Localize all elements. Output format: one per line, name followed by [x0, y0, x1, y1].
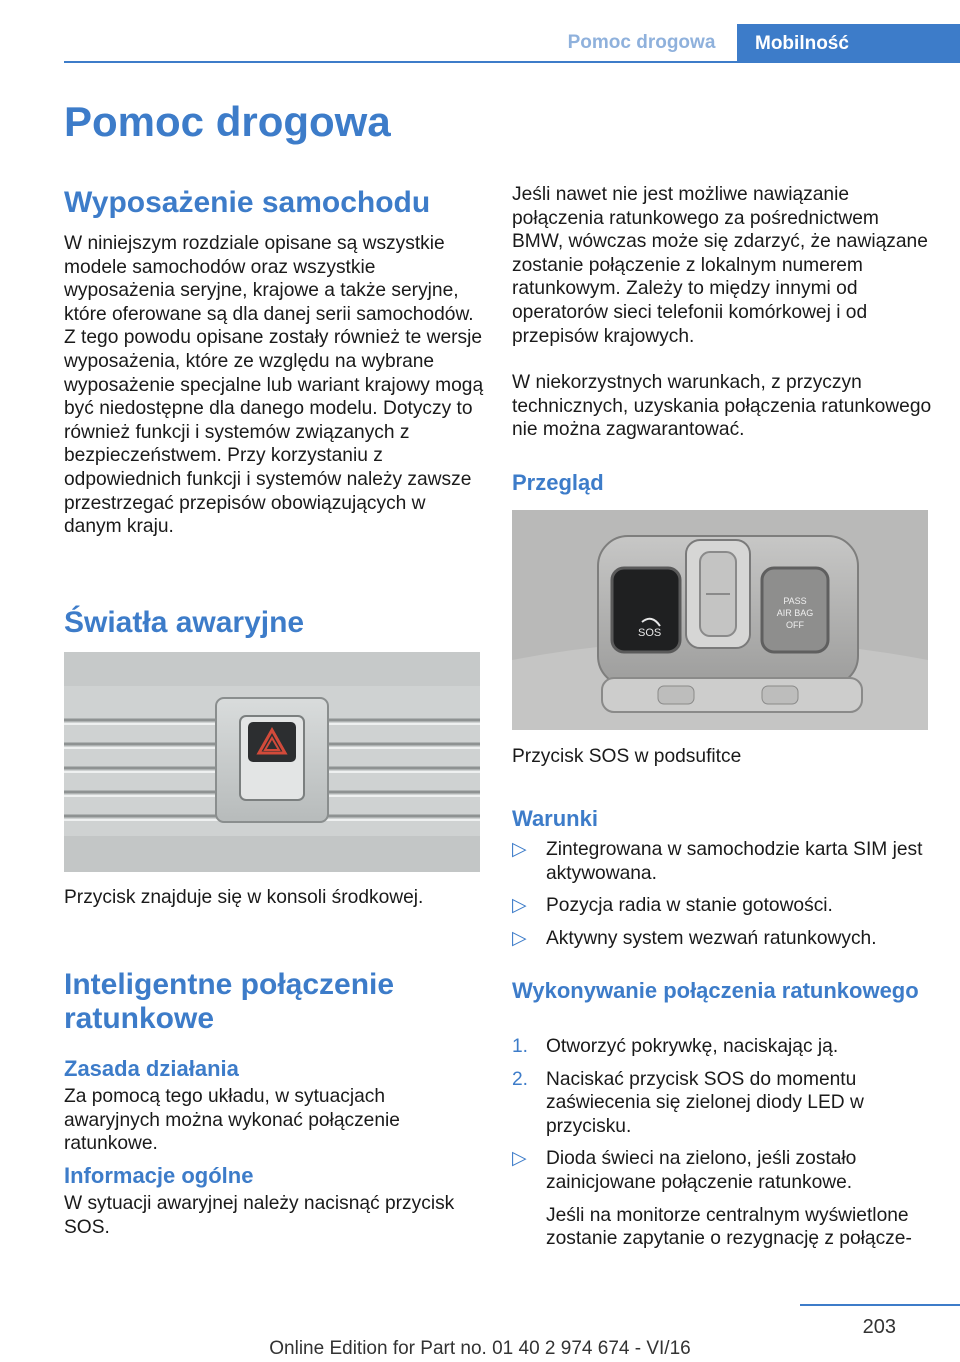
- step-text: Otworzyć pokrywkę, naciskając ją.: [546, 1036, 839, 1057]
- edition-footer: Online Edition for Part no. 01 40 2 974 674 - VI/16: [269, 1338, 691, 1359]
- sos-label: SOS: [638, 627, 662, 639]
- paragraph-adverse-conditions: W niekorzystnych warunkach, z przyczyn technicznych, uzyskania połączenia ratunkowego nie można zagwarantować.: [512, 372, 932, 441]
- heading-conditions: Warunki: [512, 806, 598, 831]
- step-number: 1.: [512, 1036, 529, 1057]
- conditions-list: [512, 838, 932, 959]
- triangle-bullet-icon: ▷: [512, 1148, 527, 1170]
- page-title: Pomoc drogowa: [64, 98, 391, 145]
- paragraph-equipment: W niniejszym rozdziale opisane są wszystkie modele samochodów oraz wszystkie wyposażenia seryjne, krajowe a także seryjne, które oferowane są dla danej serii samochodów. Z tego powodu opisane zostały również te wersje wyposażenia, które ze względu na wybrane wyposażenie specjalne lub wariant krajowy mogą być niedostępne dla danego modelu. Dotyczy to również funkcji i systemów związanych z bezpieczeństwem. Przy korzystaniu z odpowiednich funkcji i systemów należy zawsze przestrzegać przepisów obowiązujących w danym kraju.: [64, 233, 484, 538]
- heading-equipment: Wyposażenie samochodu: [64, 186, 431, 219]
- caption-hazard-button: Przycisk znajduje się w konsoli środkowej.: [64, 887, 424, 908]
- list-item: [512, 838, 932, 885]
- header-tab-chapter[interactable]: Mobilność: [737, 24, 960, 63]
- caption-sos-button: Przycisk SOS w podsufitce: [512, 746, 742, 767]
- triangle-bullet-icon: ▷: [512, 927, 527, 949]
- monitor-note-text: Jeśli na monitorze centralnym wyświetlone zostanie zapytanie o rezygnację z połącze-: [546, 1204, 912, 1250]
- airbag-label: AIR BAG: [776, 608, 814, 618]
- paragraph-fallback-number: Jeśli nawet nie jest możliwe nawiązanie połączenia ratunkowego za pośrednictwem BMW, wówczas może się zdarzyć, że nawiązane zostanie połączenie z lokalnym numerem ratunkowym. Zależy to między innymi od operatorów sieci telefonii komórkowej i od przepisów krajowych.: [512, 184, 928, 347]
- led-note-text: Dioda świeci na zielono, jeśli zostało zainicjowane połączenie ratunkowe.: [546, 1148, 857, 1193]
- heading-making-call: Wykonywanie połączenia ratunkowego: [512, 978, 919, 1003]
- triangle-bullet-icon: ▷: [512, 895, 527, 917]
- pass-label: PASS: [783, 596, 807, 606]
- header-tab-section[interactable]: Pomoc drogowa: [567, 32, 716, 53]
- list-item: [512, 1147, 932, 1250]
- heading-hazard-lights: Światła awaryjne: [64, 606, 305, 639]
- header-rule: [64, 61, 960, 63]
- list-item: [512, 1035, 932, 1059]
- list-item: [512, 927, 932, 951]
- steps-list: [512, 1035, 932, 1260]
- triangle-bullet-icon: ▷: [512, 839, 527, 860]
- heading-principle: Zasada działania: [64, 1056, 239, 1081]
- paragraph-general-info: W sytuacji awaryjnej należy nacisnąć przycisk SOS.: [64, 1193, 455, 1238]
- list-item: [512, 894, 932, 918]
- paragraph-principle: Za pomocą tego układu, w sytuacjach awaryjnych można wykonać połączenie ratunkowe.: [64, 1086, 400, 1155]
- condition-text: Pozycja radia w stanie gotowości.: [546, 895, 833, 917]
- condition-text: Zintegrowana w samochodzie karta SIM jest aktywowana.: [546, 839, 923, 884]
- heading-overview: Przegląd: [512, 470, 604, 495]
- step-number: 2.: [512, 1068, 529, 1090]
- heading-intelligent-emergency-call: Inteligentne połączenie ratunkowe: [64, 968, 395, 1035]
- hazard-button-photo: [64, 652, 480, 872]
- sos-button-photo: [512, 510, 928, 730]
- page-number: 203: [862, 1316, 896, 1338]
- footer-rule: [800, 1304, 960, 1306]
- off-label: OFF: [786, 620, 804, 630]
- list-item: [512, 1068, 932, 1139]
- condition-text: Aktywny system wezwań ratunkowych.: [546, 927, 877, 949]
- heading-general-info: Informacje ogólne: [64, 1163, 254, 1188]
- step-text: Naciskać przycisk SOS do momentu zaświecenia się zielonej diody LED w przycisku.: [546, 1068, 864, 1137]
